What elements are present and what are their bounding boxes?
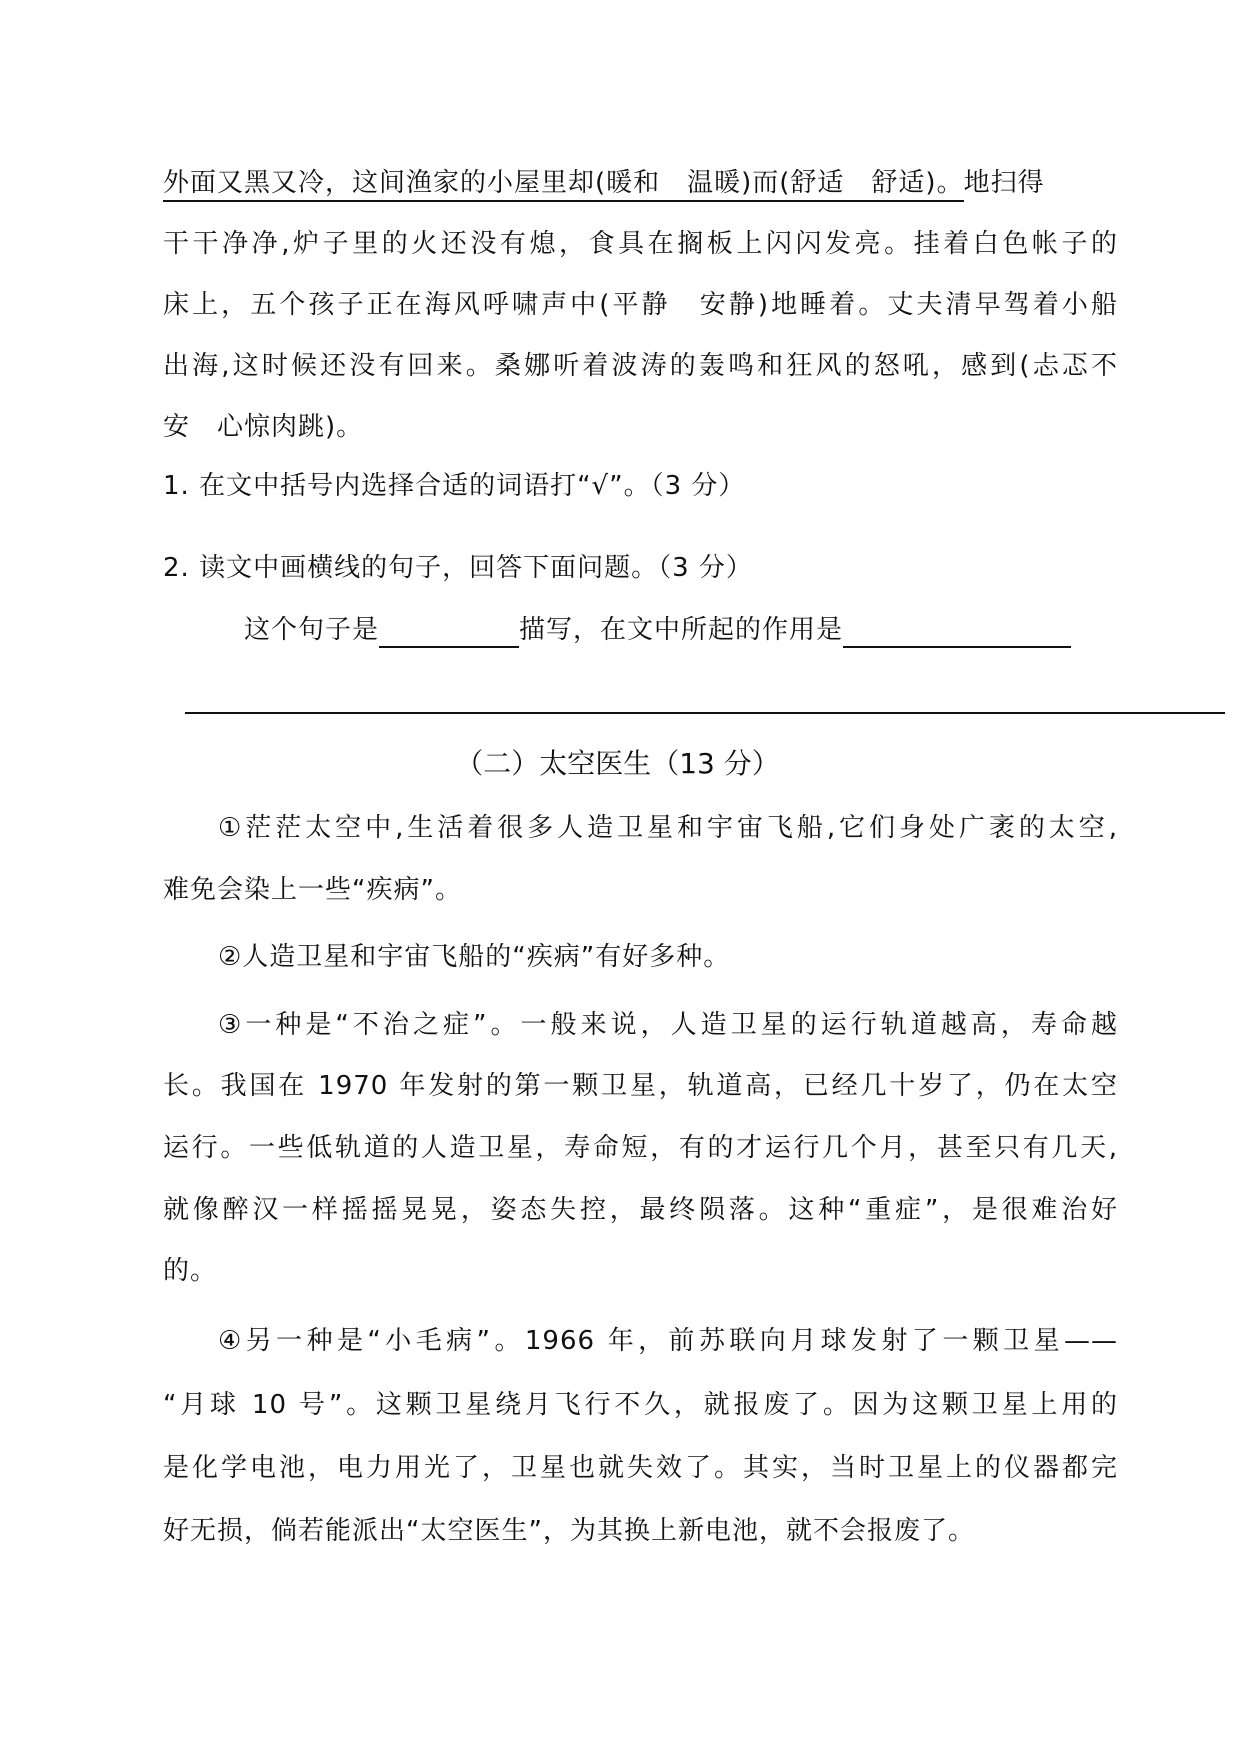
para3-line-1: ③一种是“不治之症”。一般来说，人造卫星的运行轨道越高，寿命越	[218, 1010, 1118, 1040]
para4-line-4: 好无损，倘若能派出“太空医生”，为其换上新电池，就不会报废了。	[163, 1516, 975, 1546]
para4-line-1: ④另一种是“小毛病”。1966 年，前苏联向月球发射了一颗卫星——	[218, 1326, 1118, 1356]
question-1: 1. 在文中括号内选择合适的词语打“√”。（3 分）	[163, 471, 746, 501]
para4-line-3: 是化学电池，电力用光了，卫星也就失效了。其实，当时卫星上的仪器都完	[163, 1453, 1118, 1483]
para3-line-2: 长。我国在 1970 年发射的第一颗卫星，轨道高，已经几十岁了，仍在太空	[163, 1071, 1118, 1101]
para1-line-1: ①茫茫太空中,生活着很多人造卫星和宇宙飞船,它们身处广袤的太空,	[218, 813, 1118, 843]
passage1-line-2: 干干净净,炉子里的火还没有熄，食具在搁板上闪闪发亮。挂着白色帐子的	[163, 229, 1118, 259]
passage1-line-4: 出海,这时候还没有回来。桑娜听着波涛的轰鸣和狂风的怒吼，感到(忐忑不	[163, 351, 1118, 381]
passage1-line-5: 安 心惊肉跳)。	[163, 412, 364, 442]
para3-line-4: 就像醉汉一样摇摇晃晃，姿态失控，最终陨落。这种“重症”，是很难治好	[163, 1195, 1118, 1225]
answer-line[interactable]	[185, 712, 1225, 714]
para2: ②人造卫星和宇宙飞船的“疾病”有好多种。	[218, 942, 731, 972]
para4-line-2: “月球 10 号”。这颗卫星绕月飞行不久，就报废了。因为这颗卫星上用的	[163, 1390, 1118, 1420]
answer-blank-2[interactable]	[843, 616, 1071, 648]
section-title	[0, 746, 1235, 782]
para3-line-3: 运行。一些低轨道的人造卫星，寿命短，有的才运行几个月，甚至只有几天,	[163, 1133, 1118, 1163]
fill-prompt-b: 描写，在文中所起的作用是	[519, 615, 844, 645]
underlined-sentence: 外面又黑又冷，这间渔家的小屋里却(暖和 温暖)而(舒适 舒适)。	[163, 168, 964, 202]
para1-line-2: 难免会染上一些“疾病”。	[163, 875, 462, 905]
passage1-line-1-rest: 地扫得	[963, 168, 1045, 198]
passage1-line-3: 床上，五个孩子正在海风呼啸声中(平静 安静)地睡着。丈夫清早驾着小船	[163, 290, 1118, 320]
section-score: （13 分）	[651, 747, 780, 780]
answer-blank-1[interactable]	[379, 616, 519, 648]
section-title-text: （二）太空医生	[455, 747, 652, 780]
fill-in-line	[244, 612, 1071, 648]
question-2: 2. 读文中画横线的句子，回答下面问题。（3 分）	[163, 553, 753, 583]
para3-line-5: 的。	[163, 1256, 218, 1286]
passage1-line-1	[163, 165, 1045, 201]
fill-prompt-a: 这个句子是	[244, 615, 380, 645]
